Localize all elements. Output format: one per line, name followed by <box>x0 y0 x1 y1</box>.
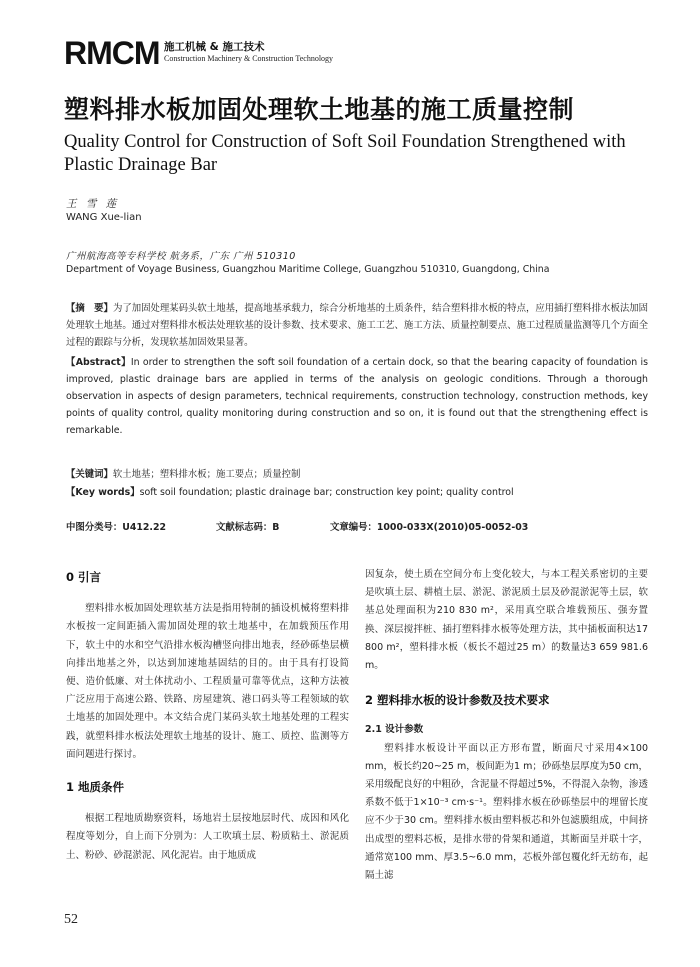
keywords-cn <box>66 466 648 483</box>
abstract-cn-label: 【摘 要】 <box>66 303 113 314</box>
article-number: 文章编号：1000-033X(2010)05-0052-03 <box>330 522 529 533</box>
section-2-heading: 2 塑料排水板的设计参数及技术要求 <box>365 693 550 708</box>
keywords-en-label: 【Key words】 <box>66 487 140 498</box>
abstract-en-text: In order to strengthen the soft soil foundation of a certain dock, so that the bearing capacity of foundation is improved, plastic drainage bars are applied in terms of the analysis on geologic conditions. Through a thorough observation in aspects of design parameters, technical requirements, construction technology, construction methods, key points of quality control, quality monitoring during construction and so on, it is found out that the strengthening effect is remarkable. <box>66 357 648 436</box>
abstract-en <box>66 354 648 439</box>
affiliation-cn: 广州航海高等专科学校 航务系，广东 广州 510310 <box>66 251 296 262</box>
section-1-body-continued: 因复杂，使土质在空间分布上变化较大，与本工程关系密切的主要是吹填土层、耕植土层、淤泥、淤泥质土层及砂混淤泥等土层，软基总处理面积为210 830 m²，采用真空联合堆载预压、强夯置换、深层搅拌桩、插打塑料排水板等处理方法，其中插板面积达17 800 m²，塑料排水板（板长不超过25 m）的数量达3 659 981.6 m。 <box>365 569 648 672</box>
section-1-body: 根据工程地质勘察资料，场地岩土层按地层时代、成因和风化程度等划分，自上而下分别为：人工吹填土层、粉质粘土、淤泥质土、粉砂、砂混淤泥、风化泥岩。由于地质成 <box>66 813 349 861</box>
page-number: 52 <box>64 912 78 927</box>
right-column <box>365 566 648 885</box>
journal-name-en: Construction Machinery & Construction Technology <box>164 54 334 63</box>
clc-number: 中图分类号：U412.22 <box>66 522 167 533</box>
abstract-cn-text: 为了加固处理某码头软土地基，提高地基承载力，综合分析地基的土质条件，结合塑料排水板的特点，应用插打塑料排水板法加固处理软土地基。通过对塑料排水板法处理软基的设计参数、技术要求、施工工艺、施工方法、质量控制要点、施工过程质量监测等几个方面全过程的跟踪与分析，发现软基加固效果显著。 <box>66 303 648 348</box>
journal-logo: RMCM <box>64 35 160 71</box>
section-2-1-body: 塑料排水板设计平面以正方形布置，断面尺寸采用4×100 mm，板长约20~25 m，板间距为1 m；砂砾垫层厚度为50 cm，采用级配良好的中粗砂，含泥量不得超过5%，不得混入杂物，渗透系数不低于1×10⁻³ cm·s⁻¹。塑料排水板在砂砾垫层中的埋留长度应不少于30 cm。塑料排水板由塑料板芯和外包滤膜组成，中间挤出成型的塑料芯板，是排水带的骨架和通道，其断面呈并联十字，通常宽100 mm、厚3.5~6.0 mm，芯板外部包覆化纤无纺布，起隔土滤 <box>365 742 648 882</box>
keywords-cn-text: 软土地基；塑料排水板；施工要点；质量控制 <box>112 469 301 480</box>
journal-name-cn: 施工机械 & 施工技术 <box>164 41 265 53</box>
section-0-body: 塑料排水板加固处理软基方法是指用特制的插设机械将塑料排水板按一定间距插入需加固处理的软土地基中，在加载预压作用下，软土中的水和空气沿排水板沟槽竖向排出地表，经砂砾垫层横向排出地基之外，以达到加速地基固结的目的。由于具有打设简便、造价低廉、对土体扰动小、工程质量可靠等优点，这种方法被广泛应用于高速公路、铁路、房屋建筑、港口码头等工程领域的软土地基的加固处理中。本文结合虎门某码头软土地基处理的工程实践，就塑料排水板法处理软土地基的设计、施工、质控、监测等方面问题进行探讨。 <box>66 603 349 760</box>
author-name-en: WANG Xue-lian <box>66 212 142 223</box>
keywords-en <box>66 484 648 501</box>
section-1-heading: 1 地质条件 <box>66 780 125 795</box>
abstract-cn <box>66 300 648 351</box>
section-2-1-heading: 2.1 设计参数 <box>365 724 424 736</box>
keywords-en-text: soft soil foundation; plastic drainage bar; construction key point; quality control <box>139 487 514 498</box>
author-name-cn: 王 雪 莲 <box>66 198 120 210</box>
abstract-en-label: 【Abstract】 <box>66 357 131 368</box>
document-code: 文献标志码：B <box>216 522 280 533</box>
affiliation-en: Department of Voyage Business, Guangzhou Maritime College, Guangzhou 510310, Guangdong, China <box>66 264 550 275</box>
left-column <box>66 568 349 865</box>
section-0-heading: 0 引言 <box>66 570 102 584</box>
keywords-cn-label: 【关键词】 <box>66 469 113 480</box>
paper-title-cn: 塑料排水板加固处理软土地基的施工质量控制 <box>64 95 575 124</box>
paper-title-en: Quality Control for Construction of Soft Soil Foundation Strengthened with Plastic Drainage Bar <box>64 132 626 175</box>
